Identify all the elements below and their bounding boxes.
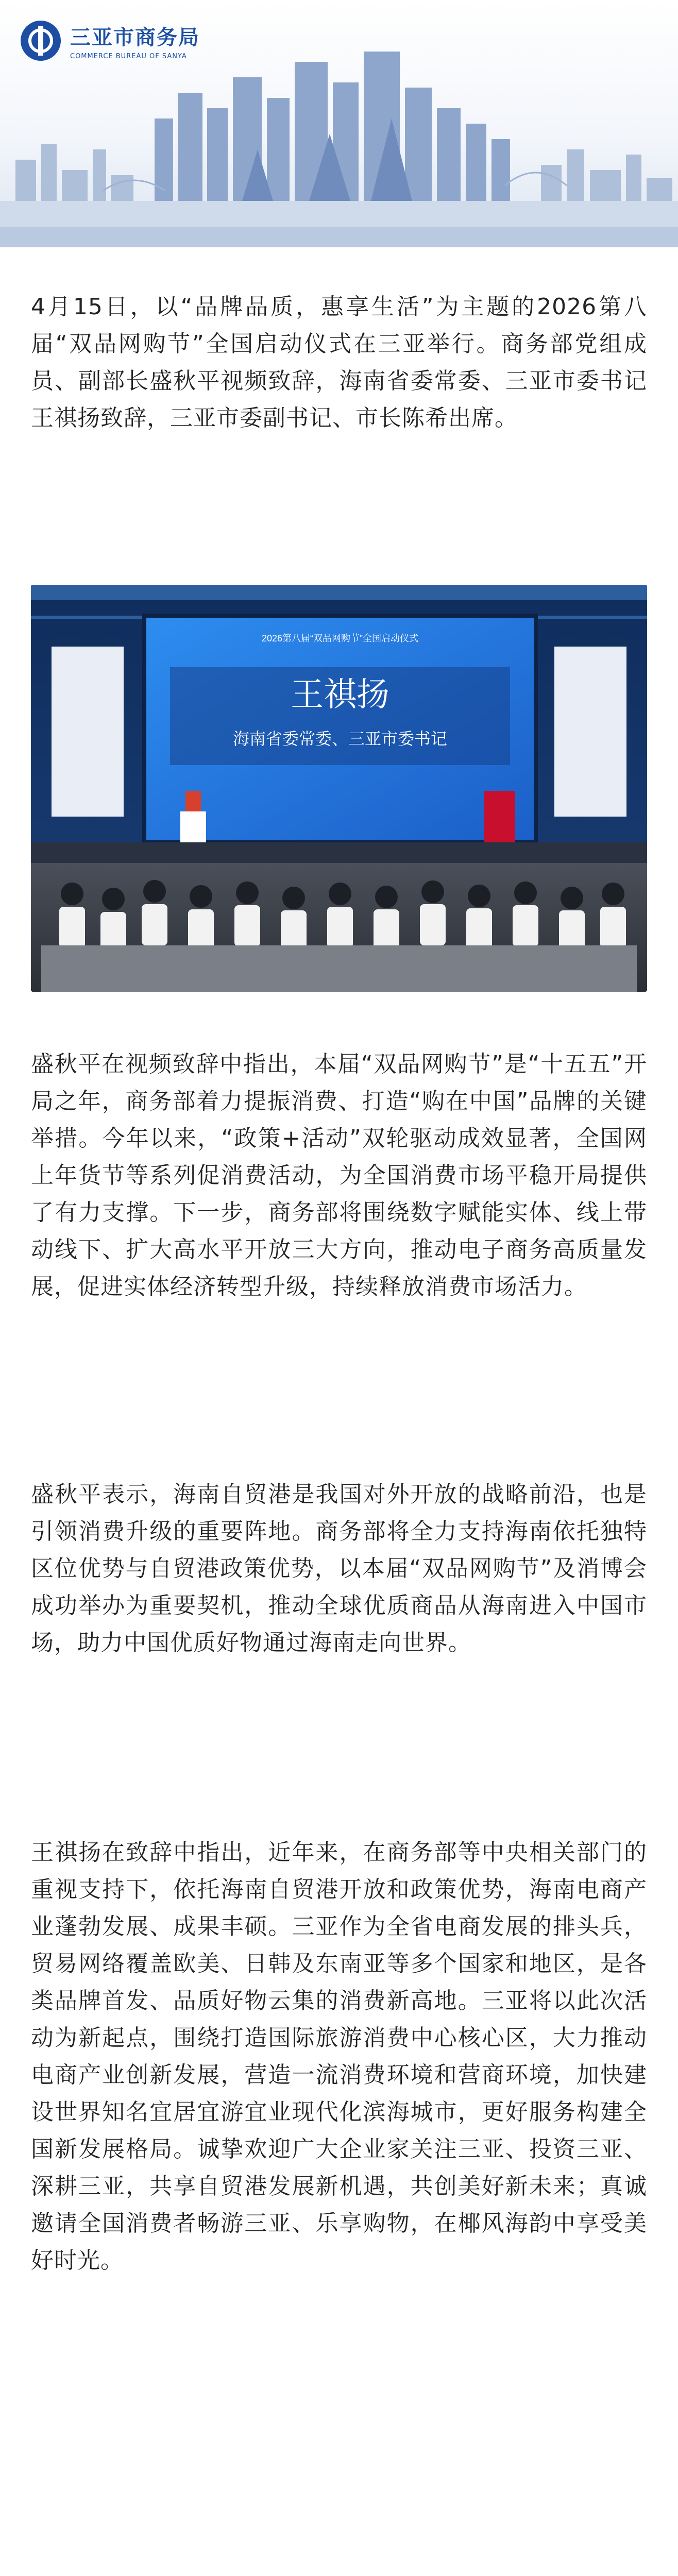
article-paragraph-2: 盛秋平在视频致辞中指出，本届“双品网购节”是“十五五”开局之年，商务部着力提振消费、打造“购在中国”品牌的关键举措。今年以来，“政策+活动”双轮驱动成效显著，全国网上年货节等系列促消费活动，为全国消费市场平稳开局提供了有力支撑。下一步，商务部将围绕数字赋能实体、线上带动线下、扩大高水平开放三大方向，推动电子商务高质量发展，促进实体经济转型升级，持续释放消费市场活力。 (31, 1051, 647, 1300)
article-paragraph-1: 4月15日，以“品牌品质，惠享生活”为主题的2026第八届“双品网购节”全国启动仪式在三亚举行。商务部党组成员、副部长盛秋平视频致辞，海南省委常委、三亚市委书记王祺扬致辞，三亚市委副书记、市长陈希出席。 (31, 294, 647, 431)
photo-speaker (31, 585, 647, 992)
org-name-cn: 三亚市商务局 (70, 26, 200, 49)
org-name-en: COMMERCE BUREAU OF SANYA (70, 53, 187, 60)
screen-speaker-title: 海南省委常委、三亚市委书记 (232, 729, 448, 749)
article-paragraph-3: 盛秋平表示，海南自贸港是我国对外开放的战略前沿，也是引领消费升级的重要阵地。商务部将全力支持海南依托独特区位优势与自贸港政策优势，以本届“双品网购节”及消博会成功举办为重要契机，推动全球优质商品从海南进入中国市场，助力中国优质好物通过海南走向世界。 (31, 1481, 647, 1656)
org-logo[interactable] (21, 21, 200, 61)
city-skyline-illustration (0, 31, 678, 247)
header-banner (0, 0, 678, 247)
article-paragraph-4: 王祺扬在致辞中指出，近年来，在商务部等中央相关部门的重视支持下，依托海南自贸港开放和政策优势，海南电商产业蓬勃发展、成果丰硕。三亚作为全省电商发展的排头兵，贸易网络覆盖欧美、日韩及东南亚等多个国家和地区，是各类品牌首发、品质好物云集的消费新高地。三亚将以此次活动为新起点，围绕打造国际旅游消费中心核心区，大力推动电商产业创新发展，营造一流消费环境和营商环境，加快建设世界知名宜居宜游宜业现代化滨海城市，更好服务构建全国新发展格局。诚挚欢迎广大企业家关注三亚、投资三亚、深耕三亚，共享自贸港发展新机遇，共创美好新未来；真诚邀请全国消费者畅游三亚、乐享购物，在椰风海韵中享受美好时光。 (31, 1839, 647, 2274)
org-emblem-icon (21, 21, 61, 61)
screen-event-caption: 2026第八届“双品网购节”全国启动仪式 (261, 633, 419, 643)
screen-speaker-name: 王祺扬 (291, 676, 389, 714)
